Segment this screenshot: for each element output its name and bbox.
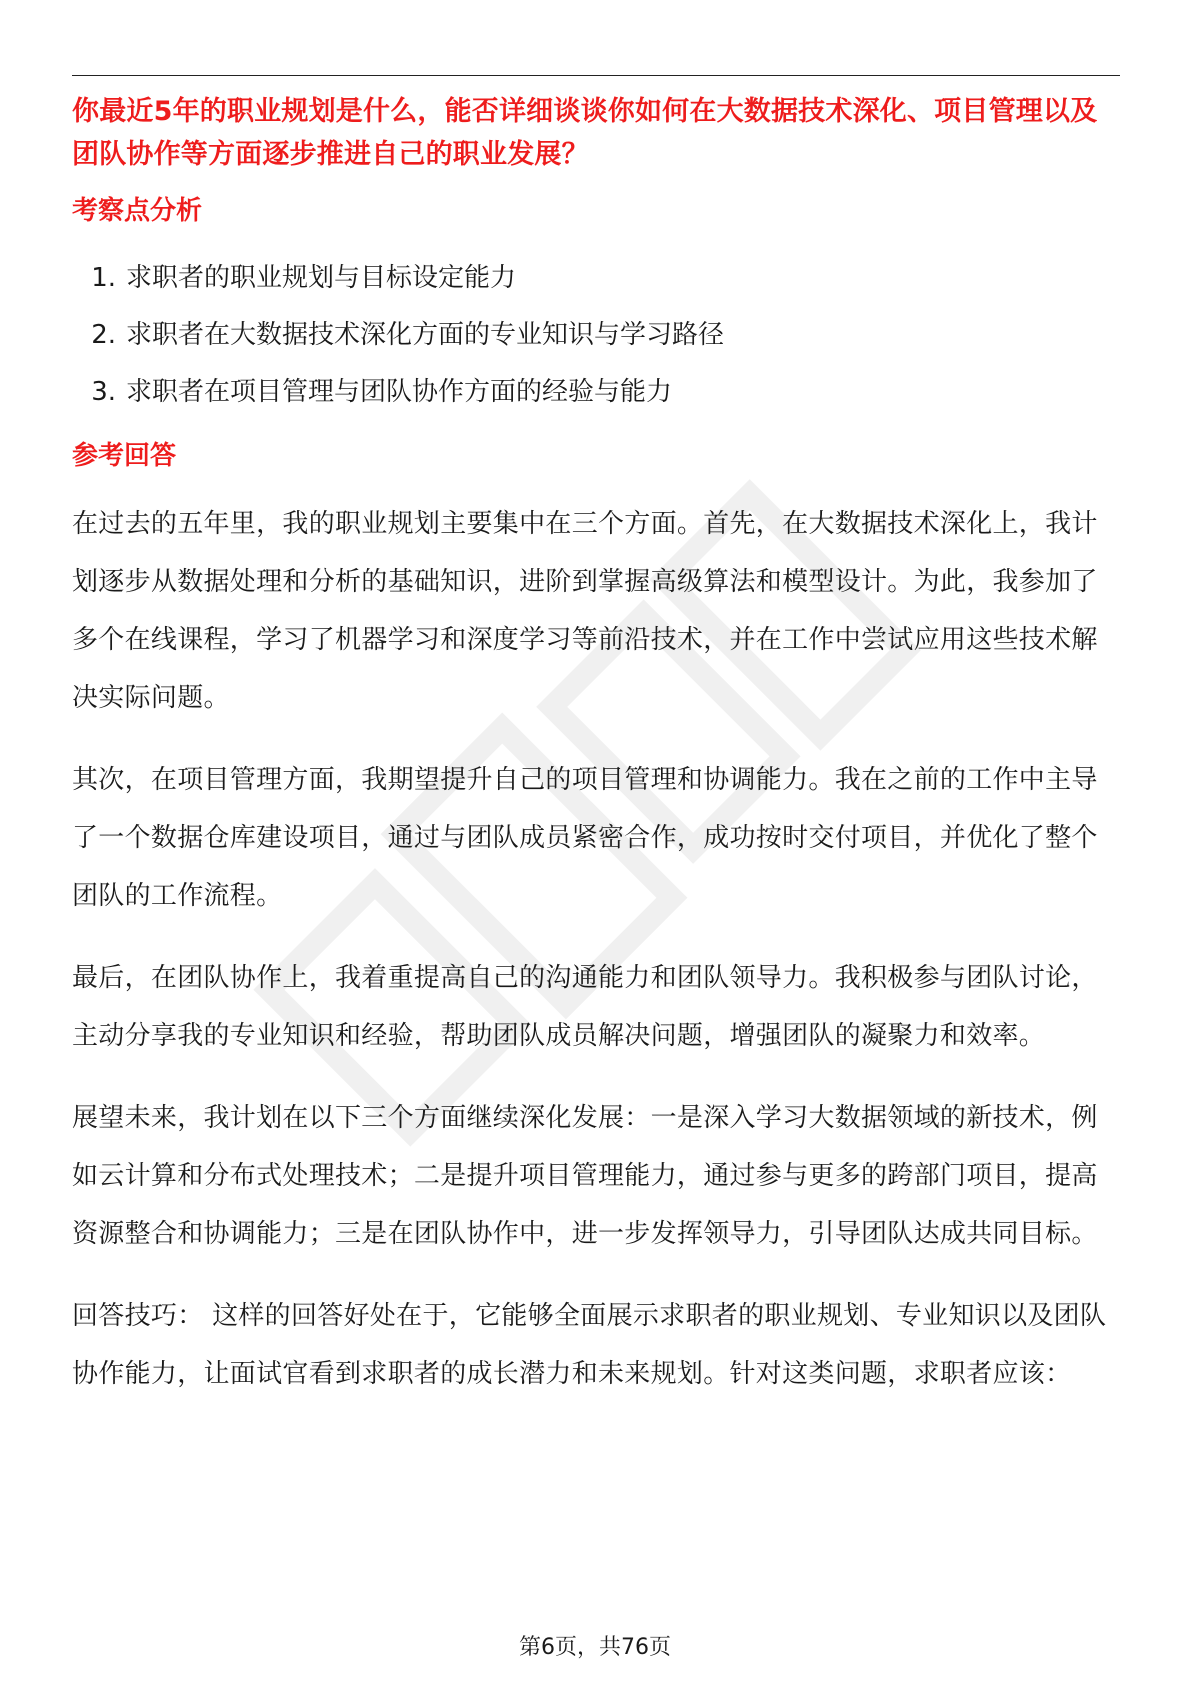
answer-paragraph: 在过去的五年里，我的职业规划主要集中在三个方面。首先，在大数据技术深化上，我计划逐步从数据处理和分析的基础知识，进阶到掌握高级算法和模型设计。为此，我参加了多个在线课程，学习了机器学习和深度学习等前沿技术，并在工作中尝试应用这些技术解决实际问题。 xyxy=(72,509,1098,713)
main-content xyxy=(72,90,1120,1403)
list-item-text: 求职者的职业规划与目标设定能力 xyxy=(126,263,517,293)
answer-paragraph: 展望未来，我计划在以下三个方面继续深化发展：一是深入学习大数据领域的新技术，例如云计算和分布式处理技术；二是提升项目管理能力，通过参与更多的跨部门项目，提高资源整合和协调能力；三是在团队协作中，进一步发挥领导力，引导团队达成共同目标。 xyxy=(72,1103,1098,1249)
answer-heading: 参考回答 xyxy=(72,441,177,471)
answer-tips-paragraph: 回答技巧： 这样的回答好处在于，它能够全面展示求职者的职业规划、专业知识以及团队协作能力，让面试官看到求职者的成长潜力和未来规划。针对这类问题，求职者应该： xyxy=(72,1301,1107,1389)
list-item-number: 1. xyxy=(91,263,116,293)
question-title: 你最近5年的职业规划是什么，能否详细谈谈你如何在大数据技术深化、项目管理以及团队协作等方面逐步推进自己的职业发展？ xyxy=(72,96,1098,170)
list-item-text: 求职者在项目管理与团队协作方面的经验与能力 xyxy=(126,377,673,407)
list-item-text: 求职者在大数据技术深化方面的专业知识与学习路径 xyxy=(126,320,725,350)
list-item xyxy=(72,364,1120,421)
page-number: 第6页，共76页 xyxy=(519,1635,671,1660)
answer-paragraph: 最后，在团队协作上，我着重提高自己的沟通能力和团队领导力。我积极参与团队讨论，主动分享我的专业知识和经验，帮助团队成员解决问题，增强团队的凝聚力和效率。 xyxy=(72,963,1098,1051)
top-divider xyxy=(72,75,1120,76)
list-item-number: 3. xyxy=(91,377,116,407)
analysis-points xyxy=(72,250,1120,421)
list-item xyxy=(72,307,1120,364)
list-item xyxy=(72,250,1120,307)
answer-paragraph: 其次，在项目管理方面，我期望提升自己的项目管理和协调能力。我在之前的工作中主导了一个数据仓库建设项目，通过与团队成员紧密合作，成功按时交付项目，并优化了整个团队的工作流程。 xyxy=(72,765,1098,911)
list-item-number: 2. xyxy=(91,320,116,350)
analysis-heading: 考察点分析 xyxy=(72,196,203,226)
